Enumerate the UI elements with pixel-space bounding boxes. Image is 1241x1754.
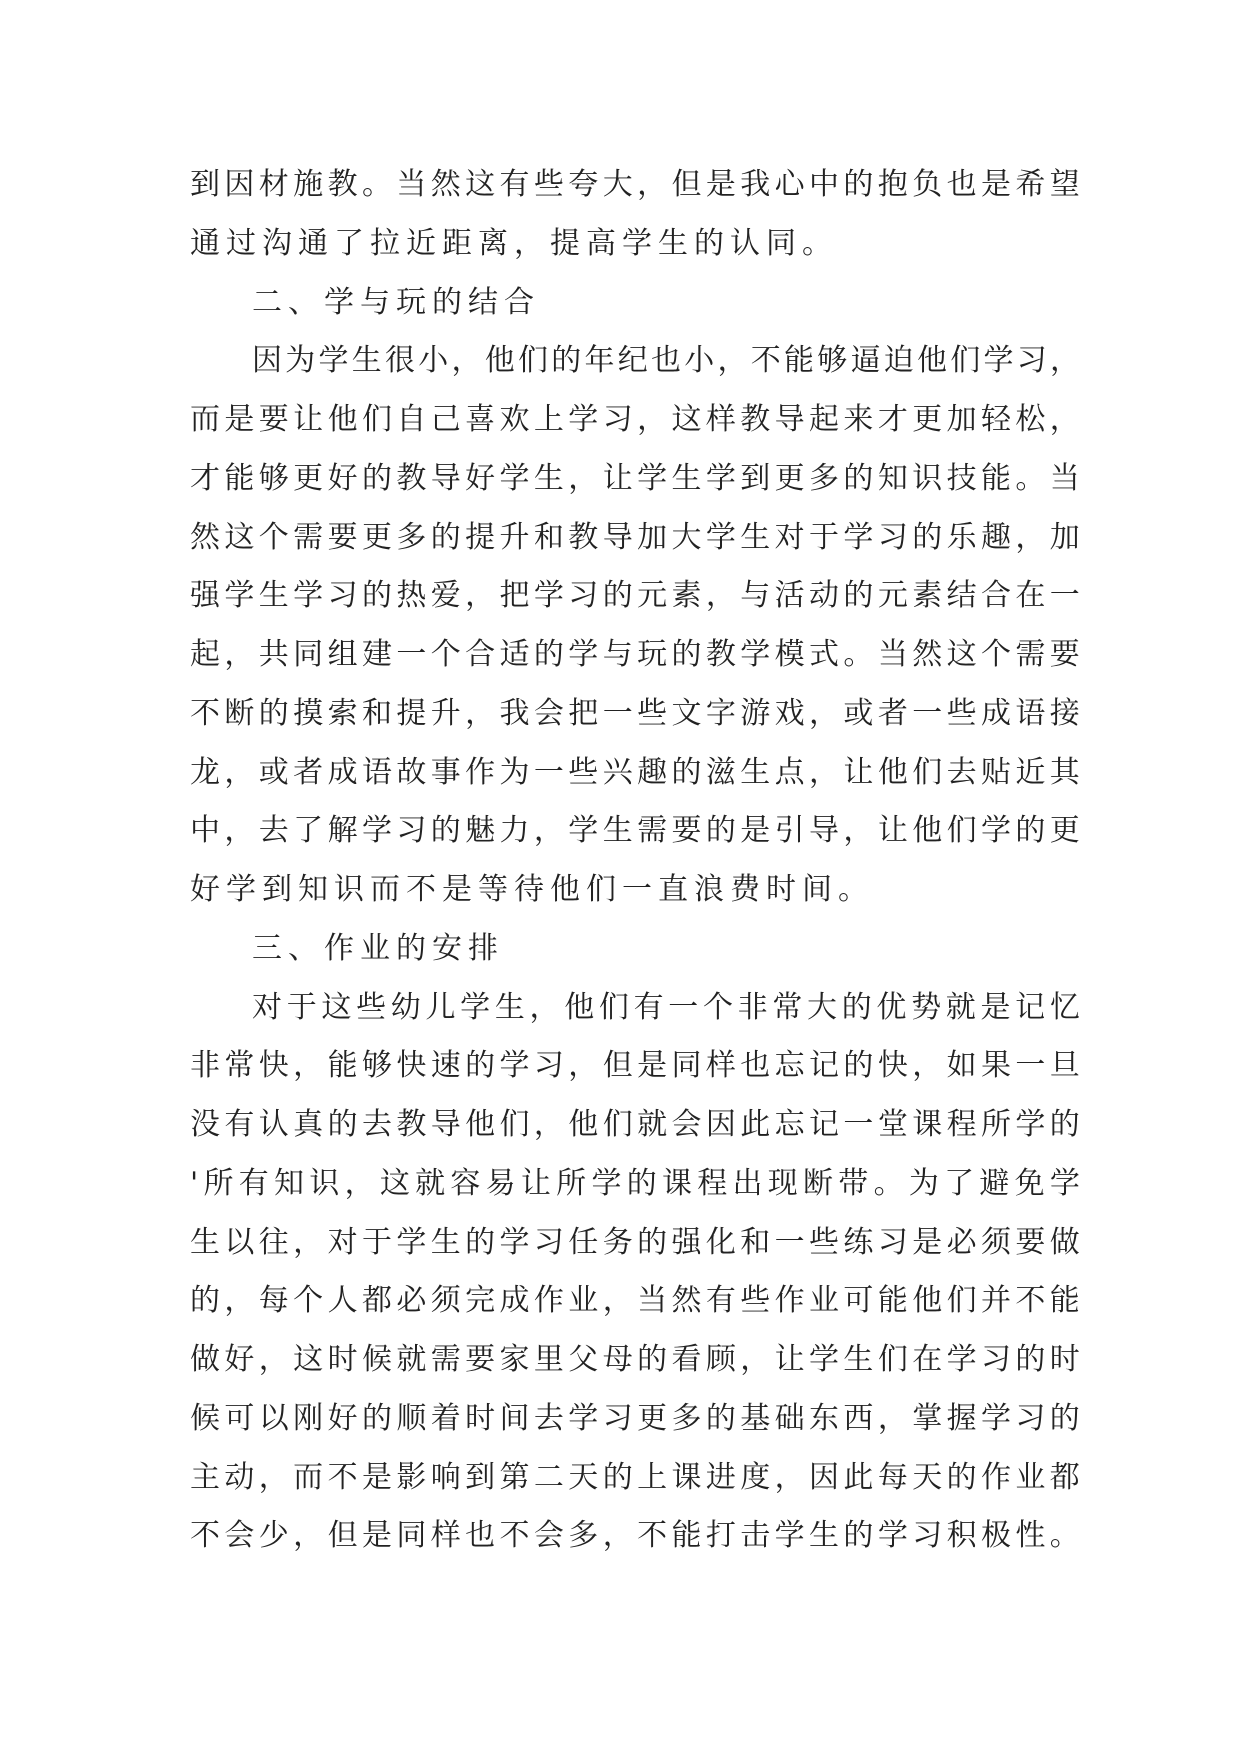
text-line: 主 动 ， 而 不 是 影 响 到 第 二 天 的 上 课 进 度 ， 因 此 每 天 的 作 业 都 (190, 1459, 1080, 1495)
text-line: 候 可 以 刚 好 的 顺 着 时 间 去 学 习 更 多 的 基 础 东 西 ， 掌 握 学 习 的 (190, 1400, 1080, 1436)
text-line: 因 为 学 生 很 小 ， 他 们 的 年 纪 也 小 ， 不 能 够 逼 迫 他 们 学 习 ， (252, 343, 1080, 379)
text-line: 非 常 快 ， 能 够 快 速 的 学 习 ， 但 是 同 样 也 忘 记 的 快 ， 如 果 一 旦 (190, 1048, 1080, 1084)
text-line: 好学到知识而不是等待他们一直浪费时间。 (190, 872, 874, 907)
text-line: 中 ， 去 了 解 学 习 的 魅 力 ， 学 生 需 要 的 是 引 导 ， 让 他 们 学 的 更 (190, 813, 1080, 849)
text-line: 龙 ， 或 者 成 语 故 事 作 为 一 些 兴 趣 的 滋 生 点 ， 让 他 们 去 贴 近 其 (190, 754, 1080, 790)
document-page (190, 156, 1080, 1566)
text-line: 不 会 少 ， 但 是 同 样 也 不 会 多 ， 不 能 打 击 学 生 的 学 习 积 极 性 。 (190, 1518, 1080, 1554)
text-line: ' 所 有 知 识 ， 这 就 容 易 让 所 学 的 课 程 出 现 断 带 。 为 了 避 免 学 (190, 1165, 1080, 1201)
text-line: 做 好 ， 这 时 候 就 需 要 家 里 父 母 的 看 顾 ， 让 学 生 们 在 学 习 的 时 (190, 1342, 1080, 1377)
text-line: 的 ， 每 个 人 都 必 须 完 成 作 业 ， 当 然 有 些 作 业 可 能 他 们 并 不 能 (190, 1283, 1080, 1319)
text-line: 起 ， 共 同 组 建 一 个 合 适 的 学 与 玩 的 教 学 模 式 。 当 然 这 个 需 要 (190, 637, 1080, 672)
text-line: 没 有 认 真 的 去 教 导 他 们 ， 他 们 就 会 因 此 忘 记 一 堂 课 程 所 学 的 (190, 1107, 1080, 1142)
text-line: 通过沟通了拉近距离，提高学生的认同。 (190, 225, 838, 261)
text-line: 不 断 的 摸 索 和 提 升 ， 我 会 把 一 些 文 字 游 戏 ， 或 者 一 些 成 语 接 (190, 695, 1080, 731)
text-line: 然 这 个 需 要 更 多 的 提 升 和 教 导 加 大 学 生 对 于 学 习 的 乐 趣 ， 加 (190, 519, 1080, 555)
text-line: 生 以 往 ， 对 于 学 生 的 学 习 任 务 的 强 化 和 一 些 练 习 是 必 须 要 做 (190, 1224, 1080, 1260)
text-line: 才 能 够 更 好 的 教 导 好 学 生 ， 让 学 生 学 到 更 多 的 知 识 技 能 。 当 (190, 460, 1080, 496)
section-heading: 二、学与玩的结合 (252, 284, 540, 320)
text-line: 而 是 要 让 他 们 自 己 喜 欢 上 学 习 ， 这 样 教 导 起 来 才 更 加 轻 松 ， (190, 402, 1080, 437)
text-line: 对 于 这 些 幼 儿 学 生 ， 他 们 有 一 个 非 常 大 的 优 势 就 是 记 忆 (252, 989, 1080, 1025)
section-heading: 三、作业的安排 (252, 930, 504, 966)
text-line: 到 因 材 施 教 。 当 然 这 有 些 夸 大 ， 但 是 我 心 中 的 抱 负 也 是 希 望 (190, 167, 1080, 202)
text-line: 强 学 生 学 习 的 热 爱 ， 把 学 习 的 元 素 ， 与 活 动 的 元 素 结 合 在 一 (190, 578, 1080, 614)
